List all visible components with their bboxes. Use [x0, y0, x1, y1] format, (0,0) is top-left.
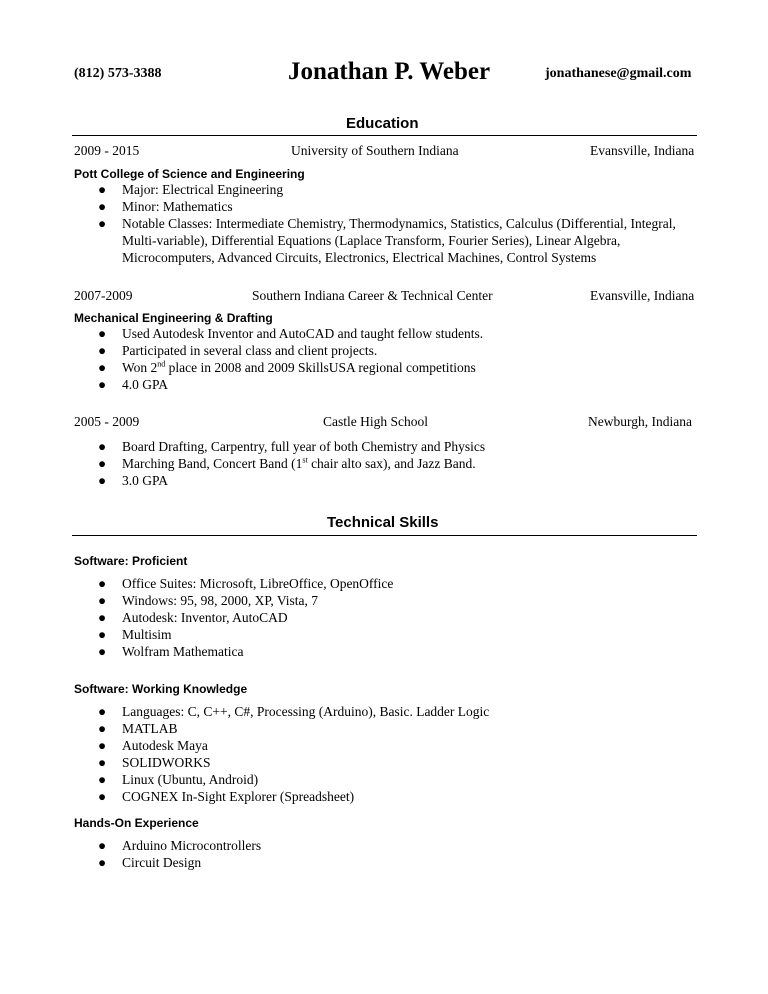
list-item: ● MATLAB — [98, 721, 178, 736]
list-item: ● Windows: 95, 98, 2000, XP, Vista, 7 — [98, 593, 319, 608]
skills-group-heading: Hands-On Experience — [74, 816, 199, 830]
resume-name: Jonathan P. Weber — [288, 58, 491, 85]
list-item: ● Board Drafting, Carpentry, full year of both Chemistry and Physics — [98, 439, 486, 454]
email-link[interactable]: jonathanese@gmail.com — [545, 66, 692, 81]
skills-group-heading: Software: Proficient — [74, 554, 188, 568]
skills-group-heading: Software: Working Knowledge — [74, 682, 248, 696]
list-item: ● 4.0 GPA — [98, 377, 169, 392]
edu-years: 2009 - 2015 — [74, 143, 140, 158]
list-item-continuation: Microcomputers, Advanced Circuits, Electronics, Electrical Machines, Control Systems — [122, 250, 597, 265]
skills-heading: Technical Skills — [327, 514, 439, 531]
list-item-continuation: Multi-variable), Differential Equations (Laplace Transform, Fourier Series), Linear Algebra, — [122, 233, 621, 248]
list-item: ● Office Suites: Microsoft, LibreOffice, OpenOffice — [98, 576, 394, 591]
edu-years: 2007-2009 — [74, 288, 133, 303]
list-item: ● Notable Classes: Intermediate Chemistry, Thermodynamics, Statistics, Calculus (Differential, Integral, — [98, 216, 676, 231]
edu-subtitle: Mechanical Engineering & Drafting — [74, 311, 273, 325]
list-item: ● Autodesk: Inventor, AutoCAD — [98, 610, 288, 625]
list-item: ● SOLIDWORKS — [98, 755, 211, 770]
list-item: ● Arduino Microcontrollers — [98, 838, 262, 853]
list-item: ● Participated in several class and client projects. — [98, 343, 378, 358]
list-item: ● Used Autodesk Inventor and AutoCAD and taught fellow students. — [98, 326, 484, 341]
edu-location: Newburgh, Indiana — [588, 414, 692, 429]
list-item: ● Multisim — [98, 627, 172, 642]
edu-school: University of Southern Indiana — [291, 143, 459, 158]
edu-item-list — [74, 181, 676, 266]
list-item: ● Major: Electrical Engineering — [98, 182, 284, 197]
edu-school: Southern Indiana Career & Technical Center — [252, 288, 493, 303]
skills-item-list — [74, 575, 393, 660]
skills-item-list — [74, 703, 489, 805]
list-item: ● COGNEX In-Sight Explorer (Spreadsheet) — [98, 789, 355, 804]
list-item: ● Marching Band, Concert Band (1st chair alto sax), and Jazz Band. — [98, 455, 476, 471]
list-item: ● Wolfram Mathematica — [98, 644, 244, 659]
edu-subtitle: Pott College of Science and Engineering — [74, 167, 305, 181]
edu-item-list — [74, 325, 483, 393]
phone-number: (812) 573-3388 — [74, 66, 162, 81]
list-item: ● Circuit Design — [98, 855, 202, 870]
edu-location: Evansville, Indiana — [590, 143, 695, 158]
education-rule — [72, 135, 697, 136]
list-item: ● Autodesk Maya — [98, 738, 208, 753]
list-item: ● 3.0 GPA — [98, 473, 169, 488]
edu-location: Evansville, Indiana — [590, 288, 695, 303]
list-item: ● Minor: Mathematics — [98, 199, 233, 214]
edu-years: 2005 - 2009 — [74, 414, 140, 429]
edu-school: Castle High School — [323, 414, 428, 429]
edu-item-list — [74, 438, 485, 489]
list-item: ● Languages: C, C++, C#, Processing (Arduino), Basic. Ladder Logic — [98, 704, 490, 719]
list-item: ● Linux (Ubuntu, Android) — [98, 772, 259, 787]
skills-rule — [72, 535, 697, 536]
education-heading: Education — [346, 115, 419, 132]
list-item: ● Won 2nd place in 2008 and 2009 SkillsUSA regional competitions — [98, 359, 476, 375]
skills-item-list — [74, 837, 261, 871]
